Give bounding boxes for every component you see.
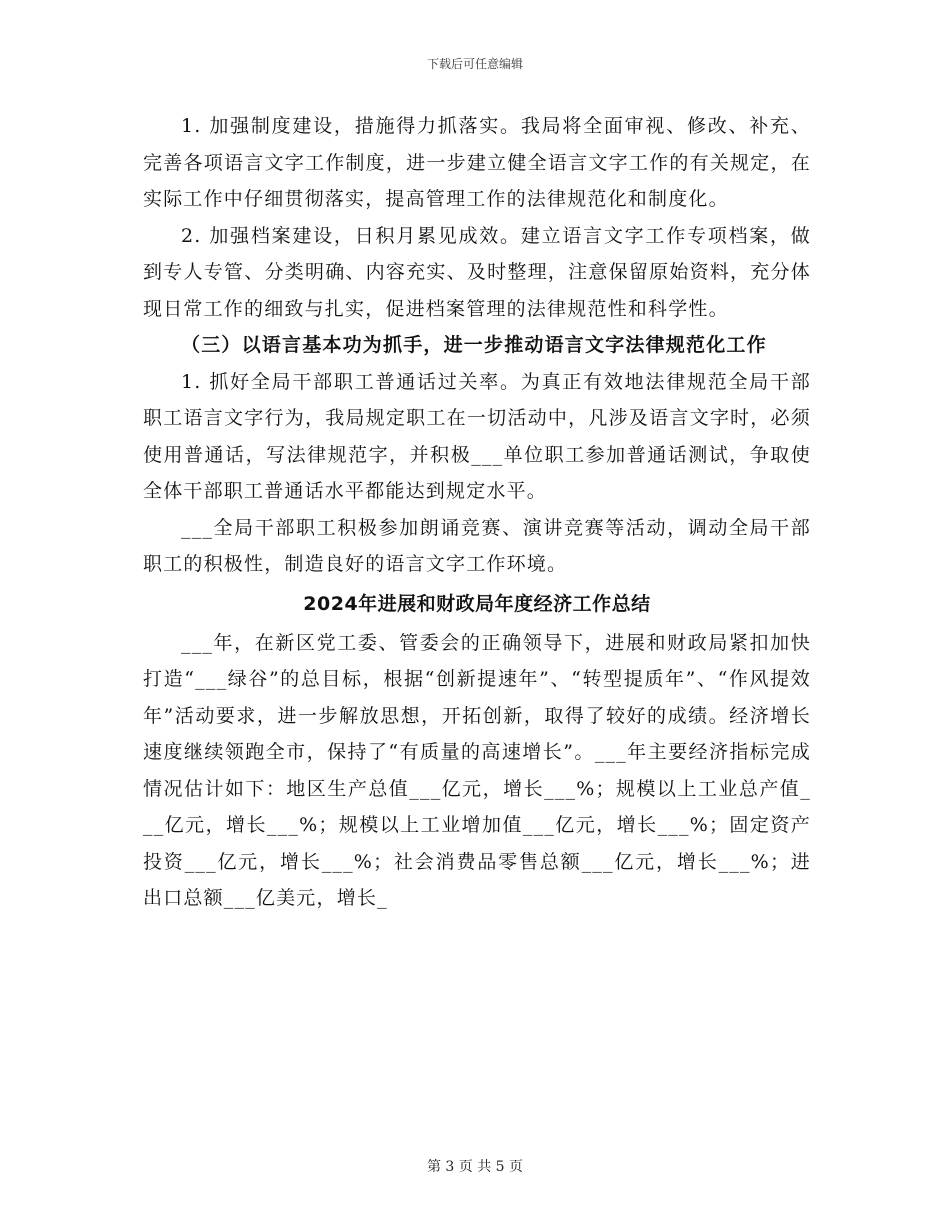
- paragraph-archive-building: 2. 加强档案建设，日积月累见成效。建立语言文字工作专项档案，做到专人专管、分类明确、内容充实、及时整理，注意保留原始资料，充分体现日常工作的细致与扎实，促进档案管理的法律规范性和科学性。: [143, 224, 811, 320]
- paragraph-putonghua-rate: 1. 抓好全局干部职工普通话过关率。为真正有效地法律规范全局干部职工语言文字行为，我局规定职工在一切活动中，凡涉及语言文字时，必须使用普通话，写法律规范字，并积极___单位职工参加普通话测试，争取使全体干部职工普通话水平都能达到规定水平。: [143, 370, 811, 502]
- paragraph-economic-summary: ___年，在新区党工委、管委会的正确领导下，进展和财政局紧扣加快打造“___绿谷”的总目标，根据“创新提速年”、“转型提质年”、“作风提效年”活动要求，进一步解放思想，开拓创新，取得了较好的成绩。经济增长速度继续领跑全市，保持了“有质量的高速增长”。___年主要经济指标完成情况估计如下：地区生产总值___亿元，增长___%；规模以上工业总产值___亿元，增长___%；规模以上工业增加值___亿元，增长___%；固定资产投资___亿元，增长___%；社会消费品零售总额___亿元，增长___%；进出口总额___亿美元，增长_: [143, 631, 811, 909]
- section-heading-three: （三）以语言基本功为抓手，进一步推动语言文字法律规范化工作: [181, 334, 767, 356]
- article-title: 2024年进展和财政局年度经济工作总结: [303, 592, 651, 615]
- document-body: [143, 108, 811, 917]
- page-number: 第 3 页 共 5 页: [426, 1159, 524, 1175]
- paragraph-competitions: ___全局干部职工积极参加朗诵竞赛、演讲竞赛等活动，调动全局干部职工的积极性，制造良好的语言文字工作环境。: [143, 516, 811, 575]
- header-note: 下载后可任意编辑: [426, 57, 523, 71]
- paragraph-system-building: 1. 加强制度建设，措施得力抓落实。我局将全面审视、修改、补充、完善各项语言文字工作制度，进一步建立健全语言文字工作的有关规定，在实际工作中仔细贯彻落实，提高管理工作的法律规范化和制度化。: [143, 115, 811, 210]
